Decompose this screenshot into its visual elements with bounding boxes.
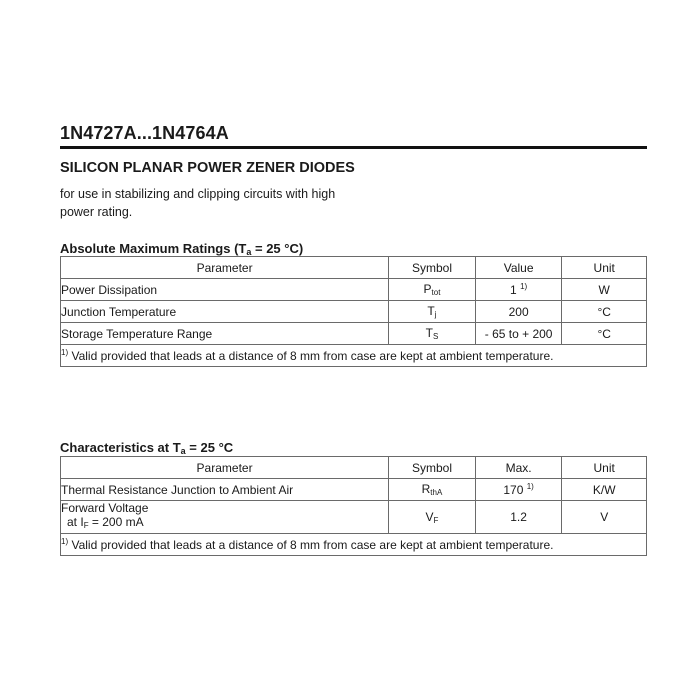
param-cell: Power Dissipation [61,279,389,301]
abs-max-title: Absolute Maximum Ratings ($T_a = 25$ °C) [60,241,304,257]
table-header-row [61,457,647,479]
unit-cell: °C [562,301,647,323]
unit-cell: W [562,279,647,301]
unit-cell: K/W [562,479,647,501]
footnote-row [61,534,647,556]
symbol-cell: $T_S$ [389,323,476,345]
part-number-title: 1N4727A...1N4764A [60,123,229,143]
table-row [61,279,647,301]
header-unit: Unit [562,457,647,479]
title-rule [60,146,647,149]
footnote-cell: $^{1)}$ Valid provided that leads at a distance of 8 mm from case are kept at ambient temperature. [61,345,647,367]
value-cell: 200 [475,301,562,323]
param-cell: Storage Temperature Range [61,323,389,345]
table-row [61,323,647,345]
value-cell: 1.2 [475,501,562,534]
header-symbol: Symbol [389,257,476,279]
product-family-heading: SILICON PLANAR POWER ZENER DIODES [60,160,355,176]
header-parameter: Parameter [61,257,389,279]
product-description: for use in stabilizing and clipping circuits with high power rating. [60,187,336,219]
table-row [61,301,647,323]
symbol-cell: $T_j$ [389,301,476,323]
header-max: Max. [475,457,562,479]
symbol-cell: $R_{thA}$ [389,479,476,501]
param-cell: Thermal Resistance Junction to Ambient Air [61,479,389,501]
symbol-cell: $V_F$ [389,501,476,534]
param-cell: Forward Voltage at $I_F = 200$ mA [61,501,389,534]
value-cell: - 65 to + 200 [475,323,562,345]
header-value: Value [475,257,562,279]
param-cell: Junction Temperature [61,301,389,323]
header-symbol: Symbol [389,457,476,479]
header-parameter: Parameter [61,457,389,479]
unit-cell: °C [562,323,647,345]
footnote-cell: $^{1)}$ Valid provided that leads at a distance of 8 mm from case are kept at ambient temperature. [61,534,647,556]
characteristics-title: Characteristics at $T_a = 25$ °C [60,440,234,456]
value-cell: 1 $^{1)}$ [475,279,562,301]
footnote-row [61,345,647,367]
value-cell: 170 $^{1)}$ [475,479,562,501]
header-unit: Unit [562,257,647,279]
table-header-row [61,257,647,279]
characteristics-table [60,456,647,556]
table-row [61,501,647,534]
unit-cell: V [562,501,647,534]
symbol-cell: $P_{tot}$ [389,279,476,301]
table-row [61,479,647,501]
abs-max-table [60,256,647,367]
